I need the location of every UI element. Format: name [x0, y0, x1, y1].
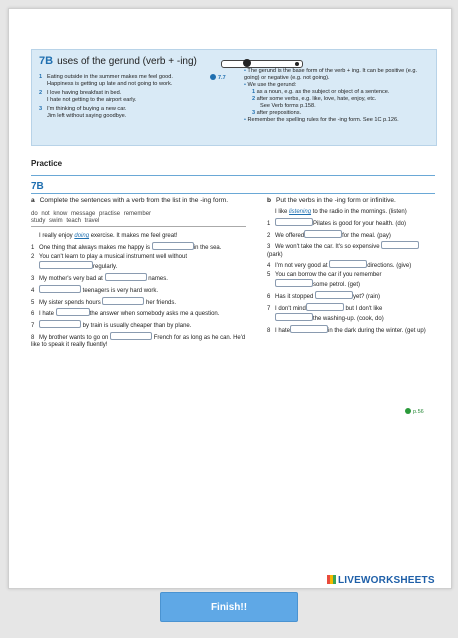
question-a-7: 7 by train is usually cheaper than by plane. [31, 320, 246, 330]
question-a-8: 8 My brother wants to go on French for as long as he can. He'd like to speak it really fluently! [31, 332, 246, 349]
word-list: do not know message practise remember study swim teach travel [31, 211, 246, 227]
example-sentence: I really enjoy doing exercise. It makes me feel great! [39, 233, 178, 240]
question-a-2: 2 You can't learn to play a musical instrument well without regularly. [31, 254, 187, 271]
answer-input-a6[interactable] [56, 308, 90, 316]
exercise-b-instruction: b Put the verbs in the -ing form or infinitive. [267, 197, 396, 204]
exercise-a-instruction: a Complete the sentences with a verb from the list in the -ing form. [31, 197, 229, 204]
example-sentence: I like listening to the radio in the mornings. (listen) [275, 209, 407, 215]
question-b-1: 1 Pilates is good for your health. (do) [267, 218, 435, 228]
answer-input-b8[interactable] [290, 325, 328, 333]
grammar-code: 7B [39, 55, 54, 67]
answer-input-b7b[interactable] [275, 313, 313, 321]
example-3: 3 I'm thinking of buying a new car. Jim left without saying goodbye. [39, 106, 127, 119]
divider [31, 175, 435, 176]
question-b-4: 4 I'm not very good at directions. (give) [267, 260, 435, 270]
answer-input-a1[interactable] [152, 242, 194, 250]
page-reference[interactable]: p.56 [405, 408, 424, 415]
example-1: 1 Eating outside in the summer makes me feel good. Happiness is getting up late and not going to work. [39, 74, 173, 87]
question-a-1: 1 One thing that always makes me happy is in the sea. [31, 242, 246, 252]
answer-input-b3[interactable] [381, 241, 419, 249]
answer-input-b7a[interactable] [306, 303, 344, 311]
question-a-6: 6 I hate the answer when somebody asks me a question. [31, 308, 246, 318]
exercise-code: 7B [31, 181, 44, 192]
question-b-5: 5 You can borrow the car if you remember some petrol. (get) [267, 272, 382, 289]
finish-button[interactable]: Finish!! [160, 592, 298, 622]
question-a-3: 3 My mother's very bad at names. [31, 273, 246, 283]
answer-input-a3[interactable] [105, 273, 147, 281]
grammar-title [39, 55, 197, 67]
answer-input-a8[interactable] [110, 332, 152, 340]
question-b-2: 2 We offered for the meal. (pay) [267, 230, 435, 240]
grammar-examples [39, 74, 229, 122]
answer-input-b2[interactable] [304, 230, 342, 238]
example-2: 2 I love having breakfast in bed. I hate not getting to the airport early. [39, 90, 137, 103]
answer-input-a5[interactable] [102, 297, 144, 305]
question-b-7: 7 I don't mind but I don't like the washing-up. (cook, do) [267, 303, 435, 323]
answer-input-b6[interactable] [315, 291, 353, 299]
worksheet-page [8, 8, 452, 589]
answer-input-a2[interactable] [39, 261, 93, 269]
grammar-heading: uses of the gerund (verb + -ing) [57, 56, 197, 67]
question-a-5: 5 My sister spends hours her friends. [31, 297, 246, 307]
answer-input-b1[interactable] [275, 218, 313, 226]
audio-progress-handle[interactable] [243, 59, 251, 67]
audio-end-icon [295, 62, 299, 66]
question-a-4: 4 teenagers is very hard work. [31, 285, 246, 295]
question-b-6: 6 Has it stopped yet? (rain) [267, 291, 435, 301]
answer-input-a4[interactable] [39, 285, 81, 293]
practice-heading: Practice [31, 159, 63, 168]
answer-input-b4[interactable] [329, 260, 367, 268]
divider [31, 193, 435, 194]
exercise-b [267, 197, 435, 337]
grammar-notes: • The gerund is the base form of the verb + ing. It can be positive (e.g. going) or negative (e.g. not going). • We use the gerund: 1 as a noun, e.g. as the subject or object of a sentence. 2 after some verbs, e.g. like, love, hate, enjoy, etc. See Verb forms p.158. 3 after prepositions. • Remember the spelling rules for the -ing form. See 1C p.126. [244, 68, 432, 124]
question-b-8: 8 I hate in the dark during the winter. (get up) [267, 325, 435, 335]
audio-track-number[interactable]: 7.7 [210, 74, 226, 81]
grammar-box [31, 49, 437, 146]
question-b-3: 3 We won't take the car. It's so expensive (park) [267, 241, 435, 258]
audio-player[interactable] [221, 60, 303, 68]
answer-input-a7[interactable] [39, 320, 81, 328]
liveworksheets-logo: LIVEWORKSHEETS [327, 575, 435, 586]
exercise-a [31, 197, 246, 351]
logo-icon [327, 575, 336, 584]
answer-input-b5[interactable] [275, 279, 313, 287]
